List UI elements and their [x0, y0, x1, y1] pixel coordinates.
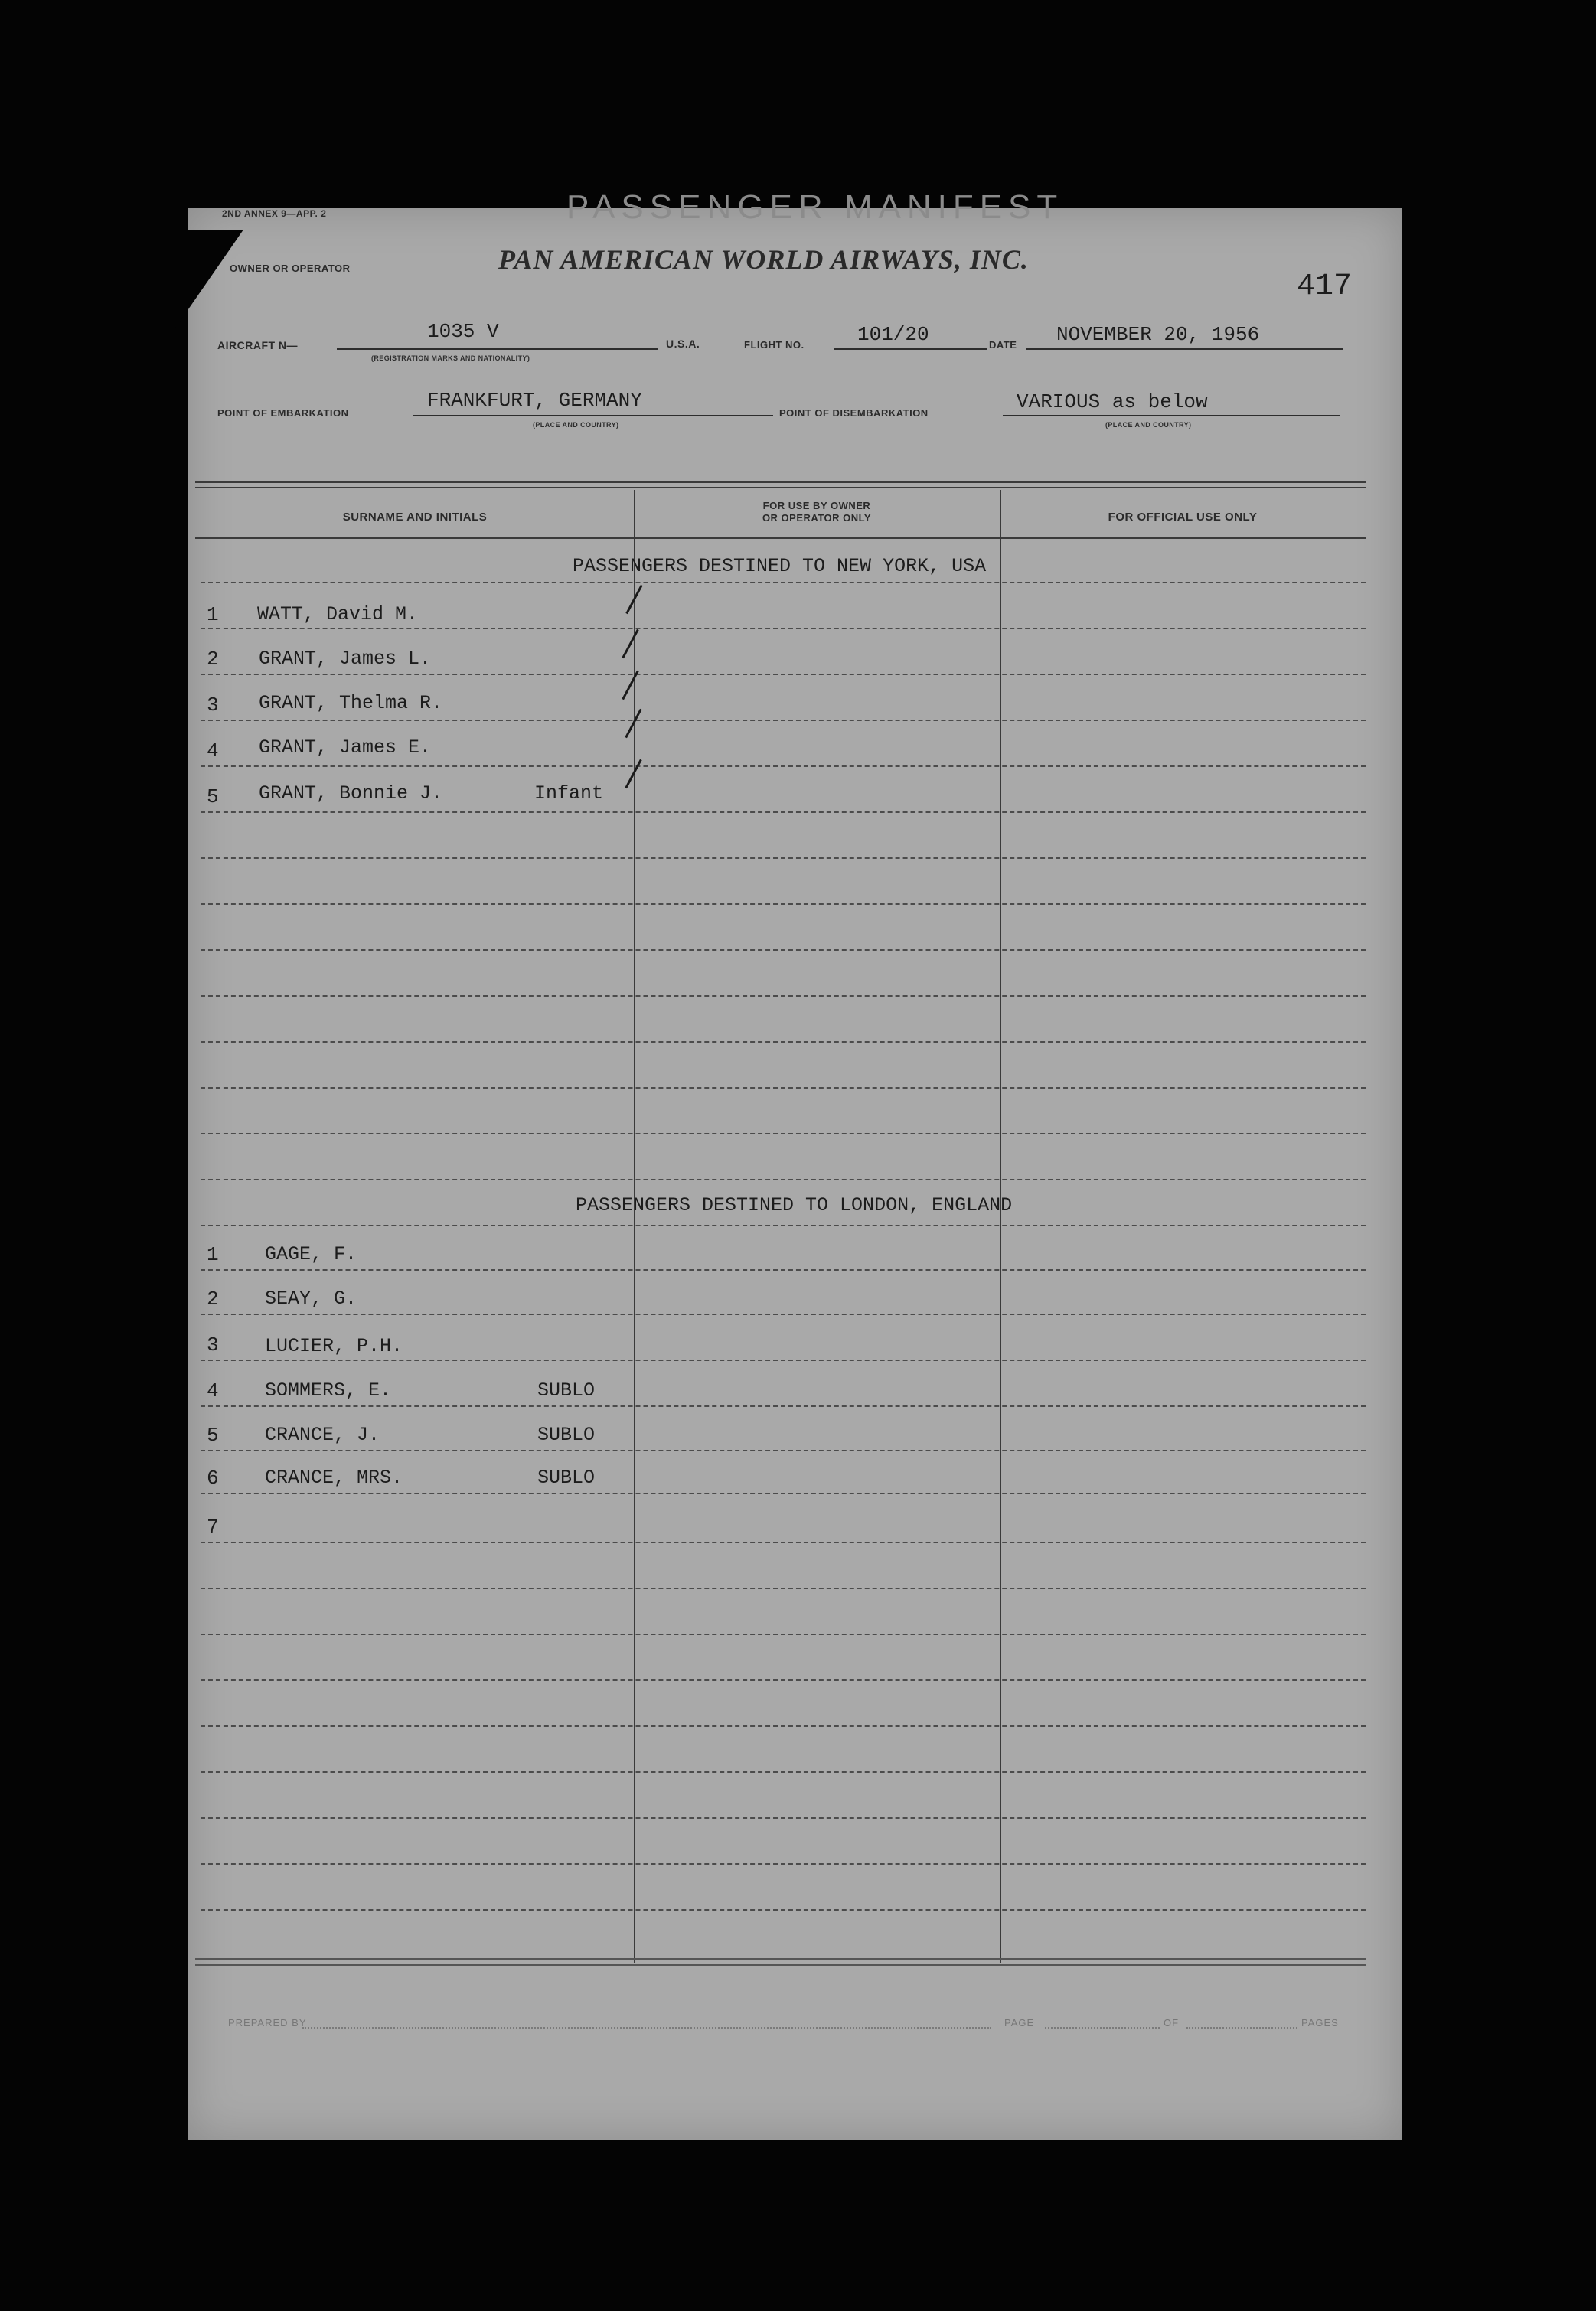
row-line [201, 1817, 1366, 1819]
row-line [201, 811, 1366, 813]
table-top-rule [195, 481, 1366, 483]
row-line [201, 720, 1366, 721]
row-line [201, 1909, 1366, 1911]
row-line [201, 1041, 1366, 1043]
row-number: 2 [207, 1288, 219, 1311]
row-line [201, 628, 1366, 629]
passenger-name: CRANCE, MRS. [265, 1467, 403, 1489]
table-bottom-rule-2 [195, 1964, 1366, 1966]
row-line [201, 765, 1366, 767]
passenger-note: SUBLO [537, 1379, 596, 1402]
row-line [201, 1679, 1366, 1681]
page-stamp: 417 [1297, 269, 1353, 304]
row-number: 6 [207, 1467, 219, 1490]
row-number: 1 [207, 1243, 219, 1266]
section-heading-new-york: PASSENGERS DESTINED TO NEW YORK, USA [573, 555, 987, 577]
passenger-name: GRANT, Thelma R. [259, 692, 443, 714]
row-line [201, 1771, 1366, 1773]
disembark-label: POINT OF DISEMBARKATION [779, 407, 929, 419]
row-line [201, 674, 1366, 675]
passenger-name: GRANT, James L. [259, 648, 432, 670]
page-line [1045, 2027, 1160, 2029]
torn-corner [175, 230, 243, 329]
row-line [201, 1179, 1366, 1180]
date-label: DATE [989, 339, 1017, 351]
row-line [201, 1450, 1366, 1451]
passenger-note: SUBLO [537, 1467, 596, 1489]
registration-caption: (REGISTRATION MARKS AND NATIONALITY) [371, 354, 530, 362]
passenger-name: CRANCE, J. [265, 1424, 380, 1446]
embark-label: POINT OF EMBARKATION [217, 407, 349, 419]
row-number: 2 [207, 648, 219, 671]
passenger-name: SEAY, G. [265, 1288, 357, 1310]
row-line [201, 1360, 1366, 1361]
of-line [1186, 2027, 1297, 2029]
row-line [201, 1588, 1366, 1589]
annex-note: 2ND ANNEX 9—APP. 2 [222, 208, 327, 219]
passenger-name: GRANT, James E. [259, 736, 432, 759]
disembark-place-caption: (PLACE AND COUNTRY) [1105, 421, 1192, 429]
row-number: 4 [207, 1379, 219, 1402]
disembark-underline [1003, 415, 1340, 416]
passenger-note: Infant [534, 782, 604, 805]
flight-underline [834, 348, 987, 350]
row-number: 7 [207, 1516, 219, 1539]
row-number: 5 [207, 785, 219, 808]
row-line [201, 1133, 1366, 1134]
table-top-rule-2 [195, 487, 1366, 488]
row-line [201, 1634, 1366, 1635]
aircraft-label: AIRCRAFT N— [217, 339, 299, 351]
row-number: 5 [207, 1424, 219, 1447]
column-header-official: FOR OFFICIAL USE ONLY [1108, 511, 1258, 524]
row-line [201, 1863, 1366, 1865]
row-line [201, 949, 1366, 951]
row-line [201, 903, 1366, 905]
column-divider-2 [1000, 490, 1001, 1963]
passenger-note: SUBLO [537, 1424, 596, 1446]
aircraft-underline [337, 348, 658, 350]
row-line [201, 1725, 1366, 1727]
prepared-by-line [302, 2027, 991, 2029]
row-line [201, 1405, 1366, 1407]
passenger-name: LUCIER, P.H. [265, 1335, 403, 1357]
column-divider-1 [634, 490, 635, 1963]
date-value: NOVEMBER 20, 1956 [1056, 323, 1260, 346]
prepared-by-label: PREPARED BY [228, 2017, 307, 2029]
disembark-value: VARIOUS as below [1017, 390, 1208, 413]
embark-value: FRANKFURT, GERMANY [427, 389, 642, 412]
page-label: PAGE [1004, 2017, 1035, 2029]
passenger-name: SOMMERS, E. [265, 1379, 392, 1402]
row-line [201, 995, 1366, 997]
date-underline [1026, 348, 1343, 350]
of-label: OF [1164, 2017, 1180, 2029]
column-header-surname: SURNAME AND INITIALS [342, 511, 488, 524]
passenger-name: WATT, David M. [257, 603, 419, 625]
row-line [201, 1087, 1366, 1089]
row-line [201, 1314, 1366, 1315]
row-line [201, 1269, 1366, 1271]
owner-label: OWNER OR OPERATOR [230, 263, 351, 274]
row-line [201, 857, 1366, 859]
embark-place-caption: (PLACE AND COUNTRY) [533, 421, 619, 429]
passenger-name: GRANT, Bonnie J. [259, 782, 443, 805]
row-line [201, 582, 1366, 583]
form-title: PASSENGER MANIFEST [566, 188, 1064, 219]
operator-name: PAN AMERICAN WORLD AIRWAYS, INC. [498, 244, 1029, 275]
row-number: 3 [207, 694, 219, 716]
aircraft-value: 1035 V [427, 320, 499, 343]
section-heading-london: PASSENGERS DESTINED TO LONDON, ENGLAND [576, 1194, 1013, 1216]
row-line [201, 1493, 1366, 1494]
flight-label: FLIGHT NO. [744, 339, 805, 351]
flight-value: 101/20 [857, 323, 929, 346]
row-number: 4 [207, 739, 219, 762]
row-line [201, 1542, 1366, 1543]
manifest-paper [188, 208, 1402, 2140]
passenger-name: GAGE, F. [265, 1243, 357, 1265]
embark-underline [413, 415, 773, 416]
row-number: 1 [207, 603, 219, 626]
row-number: 3 [207, 1333, 219, 1356]
pages-label: PAGES [1301, 2017, 1339, 2029]
header-underline [195, 537, 1366, 539]
usa-label: U.S.A. [666, 338, 700, 350]
row-line [201, 1225, 1366, 1226]
table-bottom-rule [195, 1958, 1366, 1960]
column-header-owner-1: FOR USE BY OWNER [762, 500, 871, 511]
column-header-owner-2: OR OPERATOR ONLY [762, 512, 872, 524]
